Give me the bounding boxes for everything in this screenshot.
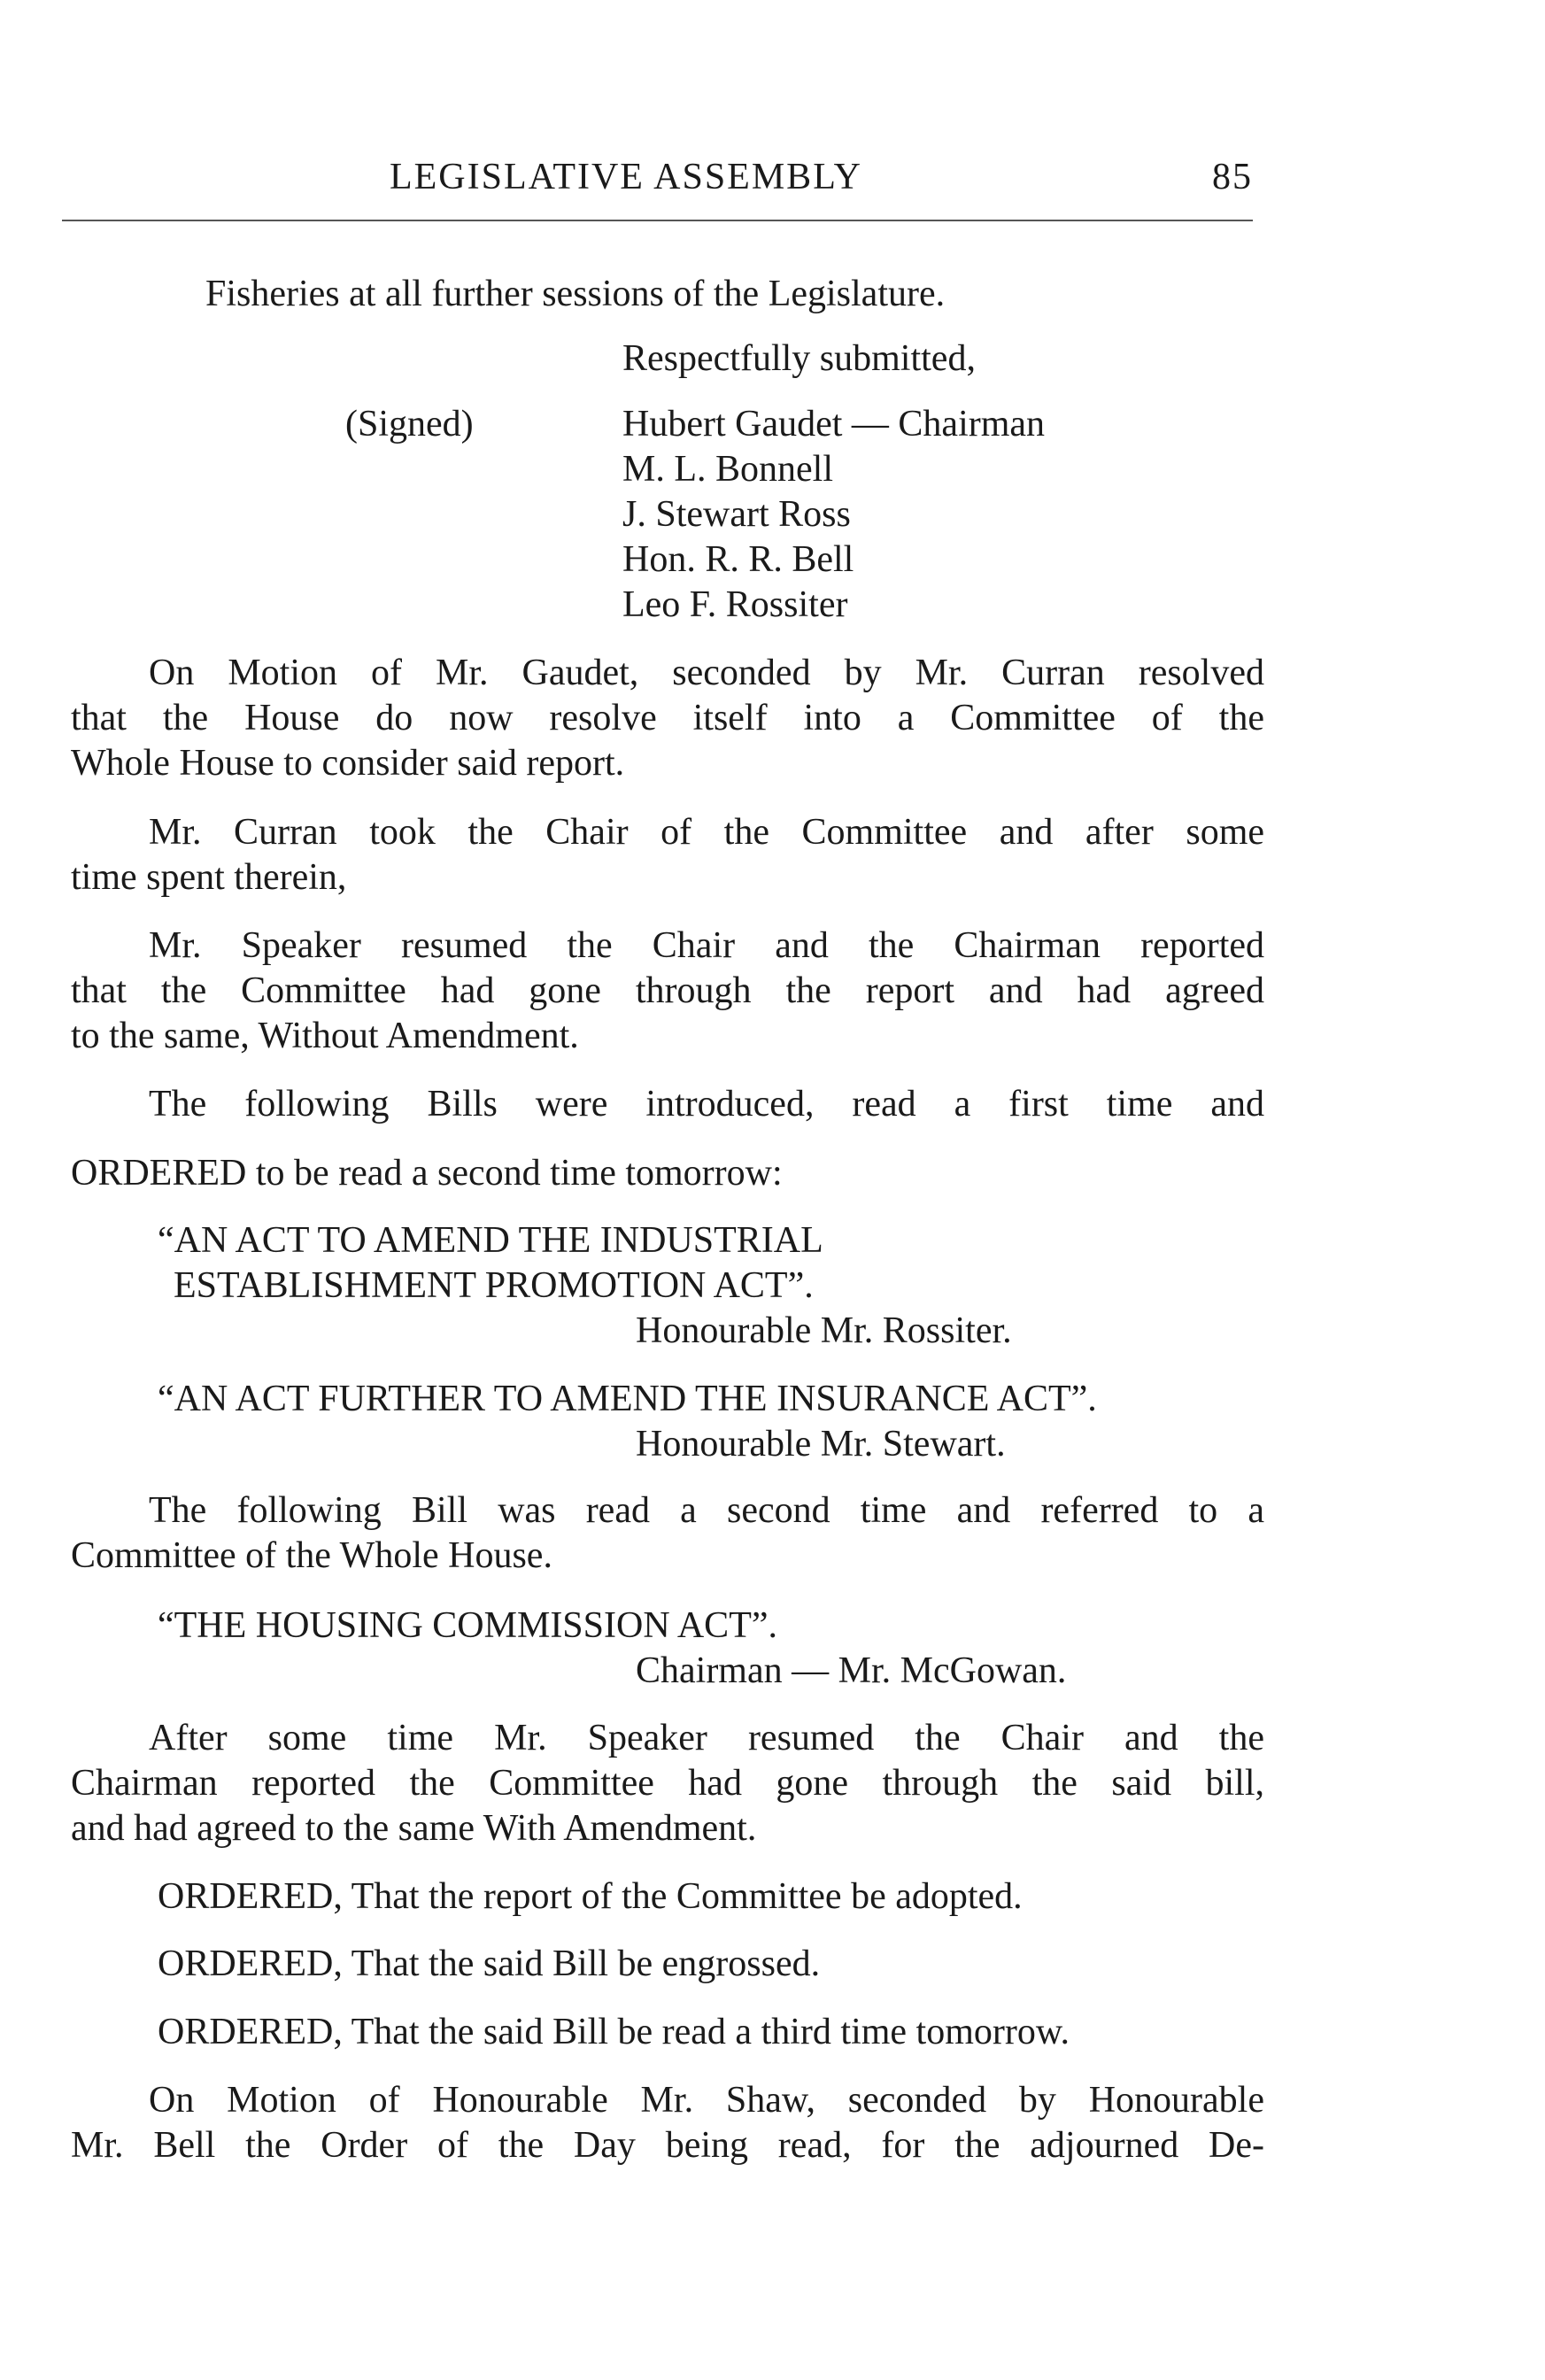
text-line: Whole House to consider said report. (71, 743, 625, 784)
bill-title-1: “AN ACT TO AMEND THE INDUSTRIAL (158, 1220, 823, 1261)
paragraph-motion-gaudet (71, 651, 1264, 786)
paragraph-motion-shaw (71, 2078, 1264, 2168)
text-line: and had agreed to the same With Amendment. (71, 1808, 757, 1849)
signatory-5: Leo F. Rossiter (622, 584, 848, 625)
text-line: Mr. Bell the Order of the Day being read, for the adjourned De- (71, 2125, 1264, 2166)
header-title: LEGISLATIVE ASSEMBLY (390, 157, 862, 197)
order-bill-engrossed: ORDERED, That the said Bill be engrossed. (158, 1943, 821, 1984)
paragraph-curran-chair (71, 810, 1264, 900)
signed-label: (Signed) (345, 404, 474, 444)
text-line: time spent therein, (71, 857, 347, 898)
order-report-adopted: ORDERED, That the report of the Committee be adopted. (158, 1876, 1023, 1917)
paragraph-bills-introduced (71, 1082, 1264, 1127)
header-rule (62, 220, 1253, 221)
order-third-reading: ORDERED, That the said Bill be read a third time tomorrow. (158, 2012, 1070, 2052)
bill-sponsor-2: Honourable Mr. Stewart. (636, 1424, 1006, 1464)
bill-title-3: “THE HOUSING COMMISSION ACT”. (158, 1605, 777, 1646)
text-line: Chairman reported the Committee had gone through the said bill, (71, 1763, 1264, 1804)
bill-title-2: “AN ACT FURTHER TO AMEND THE INSURANCE ACT”. (158, 1379, 1097, 1419)
text-line: On Motion of Honourable Mr. Shaw, seconded by Honourable (149, 2080, 1264, 2121)
continuation-line: Fisheries at all further sessions of the Legislature. (205, 274, 946, 314)
closing-line: Respectfully submitted, (622, 338, 976, 379)
text-line: Mr. Speaker resumed the Chair and the Chairman reported (149, 925, 1264, 966)
paragraph-speaker-resumed (71, 923, 1264, 1059)
page-number: 85 (1212, 157, 1253, 197)
text-line: Mr. Curran took the Chair of the Committee and after some (149, 812, 1264, 853)
bill-title-1-cont: ESTABLISHMENT PROMOTION ACT”. (174, 1265, 814, 1306)
text-line: After some time Mr. Speaker resumed the Chair and the (149, 1718, 1264, 1758)
bill-sponsor-1: Honourable Mr. Rossiter. (636, 1310, 1012, 1351)
signatory-2: M. L. Bonnell (622, 449, 833, 490)
signatory-3: J. Stewart Ross (622, 494, 851, 535)
text-line: The following Bills were introduced, read a first time and (149, 1084, 1264, 1124)
text-line: The following Bill was read a second time and referred to a (149, 1490, 1264, 1531)
signatory-4: Hon. R. R. Bell (622, 539, 854, 580)
text-line: ORDERED to be read a second time tomorrow: (71, 1153, 783, 1194)
paragraph-second-reading (71, 1488, 1264, 1579)
signatory-1: Hubert Gaudet — Chairman (622, 404, 1046, 444)
text-line: that the House do now resolve itself into a Committee of the (71, 698, 1264, 738)
bill-chairman: Chairman — Mr. McGowan. (636, 1650, 1067, 1691)
text-line: that the Committee had gone through the report and had agreed (71, 970, 1264, 1011)
text-line: On Motion of Mr. Gaudet, seconded by Mr. Curran resolved (149, 653, 1264, 693)
text-line: Committee of the Whole House. (71, 1535, 552, 1576)
text-line: to the same, Without Amendment. (71, 1016, 579, 1056)
paragraph-committee-report (71, 1716, 1264, 1851)
